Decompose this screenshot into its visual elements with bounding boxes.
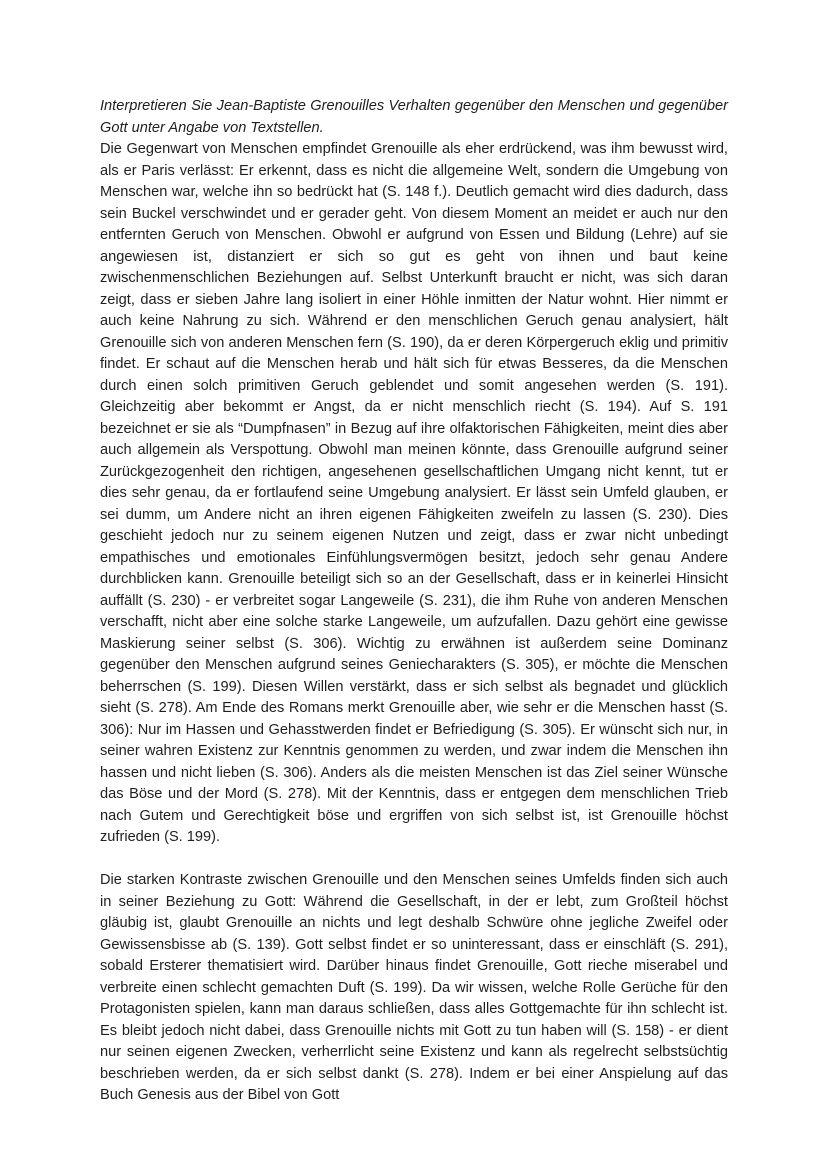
essay-question: Interpretieren Sie Jean-Baptiste Grenouilles Verhalten gegenüber den Menschen und gegenüber Gott unter Angabe von Textstellen.: [100, 98, 728, 136]
paragraph-spacer: [100, 849, 728, 871]
paragraph-relationship-to-god: Die starken Kontraste zwischen Grenouille und den Menschen seines Umfelds finden sich auch in seiner Beziehung zu Gott: Während die Gesellschaft, in der er lebt, zum Großteil höchst gläubig ist, glaubt Grenouille an nichts und legt deshalb Schwüre ohne jegliche Zweifel oder Gewissensbisse ab (S. 139). Gott selbst findet er so uninteressant, dass er einschläft (S. 291), sobald Ersterer thematisiert wird. Darüber hinaus findet Grenouille, Gott rieche miserabel und verbreite einen schlecht gemachten Duft (S. 199). Da wir wissen, welche Rolle Gerüche für den Protagonisten spielen, kann man daraus schließen, dass alles Gottgemachte für ihn schlecht ist. Es bleibt jedoch nicht dabei, dass Grenouille nichts mit Gott zu tun haben will (S. 158) - er dient nur seinen eigenen Zwecken, verherrlicht seine Existenz und kann als regelrecht selbstsüchtig beschrieben werden, da er sich selbst dankt (S. 278). Indem er bei einer Anspielung auf das Buch Genesis aus der Bibel von Gott: [100, 872, 728, 1103]
document-page: [100, 96, 728, 1107]
paragraph-relationship-to-people: Die Gegenwart von Menschen empfindet Grenouille als eher erdrückend, was ihm bewusst wird, als er Paris verlässt: Er erkennt, dass es nicht die allgemeine Welt, sondern die Umgebung von Menschen war, welche ihn so bedrückt hat (S. 148 f.). Deutlich gemacht wird dies dadurch, dass sein Buckel verschwindet und er gerader geht. Von diesem Moment an meidet er auch nur den entfernten Geruch von Menschen. Obwohl er aufgrund von Essen und Bildung (Lehre) auf sie angewiesen ist, distanziert er sich so gut es geht von ihnen und baut keine zwischenmenschlichen Beziehungen auf. Selbst Unterkunft braucht er nicht, was sich daran zeigt, dass er sieben Jahre lang isoliert in einer Höhle inmitten der Natur wohnt. Hier nimmt er auch keine Nahrung zu sich. Während er den menschlichen Geruch genau analysiert, hält Grenouille sich von anderen Menschen fern (S. 190), da er deren Körpergeruch eklig und primitiv findet. Er schaut auf die Menschen herab und hält sich für etwas Besseres, da die Menschen durch einen solch primitiven Geruch geblendet und somit angesehen werden (S. 191). Gleichzeitig aber bekommt er Angst, da er nicht menschlich riecht (S. 194). Auf S. 191 bezeichnet er sie als “Dumpfnasen” in Bezug auf ihre olfaktorischen Fähigkeiten, meint dies aber auch allgemein als Verspottung. Obwohl man meinen könnte, dass Grenouille aufgrund seiner Zurückgezogenheit den richtigen, angesehenen gesellschaftlichen Umgang nicht kennt, tut er dies sehr genau, da er fortlaufend seine Umgebung analysiert. Er lässt sein Umfeld glauben, er sei dumm, um Andere nicht an ihren eigenen Fähigkeiten zweifeln zu lassen (S. 230). Dies geschieht jedoch nur zu seinem eigenen Nutzen und zeigt, dass er zwar nicht unbedingt empathisches und emotionales Einfühlungsvermögen besitzt, jedoch sehr genau Andere durchblicken kann. Grenouille beteiligt sich so an der Gesellschaft, dass er in keinerlei Hinsicht auffällt (S. 230) - er verbreitet sogar Langeweile (S. 231), die ihm Ruhe von anderen Menschen verschafft, nicht aber eine solche starke Langeweile, um aufzufallen. Dazu gehört eine gewisse Maskierung seiner selbst (S. 306). Wichtig zu erwähnen ist außerdem seine Dominanz gegenüber den Menschen aufgrund seines Geniecharakters (S. 305), er möchte die Menschen beherrschen (S. 199). Diesen Willen verstärkt, dass er sich selbst als begnadet und glücklich sieht (S. 278). Am Ende des Romans merkt Grenouille aber, wie sehr er die Menschen hasst (S. 306): Nur im Hassen und Gehasstwerden findet er Befriedigung (S. 305). Er wünscht sich nur, in seiner wahren Existenz zur Kenntnis genommen zu werden, und zwar indem die Menschen ihn hassen und nicht lieben (S. 306). Anders als die meisten Menschen ist das Ziel seiner Wünsche das Böse und der Mord (S. 278). Mit der Kenntnis, dass er entgegen dem menschlichen Trieb nach Gutem und Gerechtigkeit böse und ergriffen von sich selbst ist, ist Grenouille höchst zufrieden (S. 199).: [100, 141, 728, 845]
